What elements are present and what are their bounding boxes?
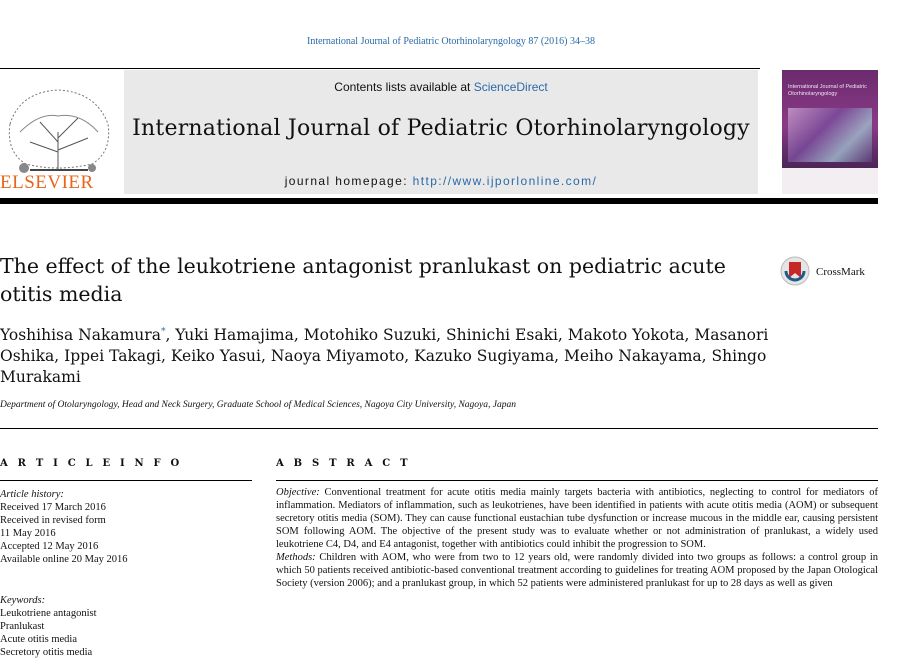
journal-homepage	[124, 174, 758, 188]
article-history	[0, 488, 260, 566]
objective-label: Objective:	[276, 487, 320, 498]
contents-prefix: Contents lists available at	[334, 80, 474, 94]
author-list	[0, 322, 800, 388]
abstract-heading: A B S T R A C T	[276, 458, 411, 469]
masthead-bottom-rule	[0, 198, 878, 204]
history-line: Received in revised form	[0, 515, 106, 526]
sciencedirect-link[interactable]: ScienceDirect	[473, 80, 548, 94]
publisher-wordmark: ELSEVIER	[0, 172, 94, 193]
abstract-rule	[276, 480, 878, 481]
keyword: Pranlukast	[0, 621, 45, 632]
homepage-prefix: journal homepage:	[284, 174, 413, 188]
article-title: The effect of the leukotriene antagonist pranlukast on pediatric acute otitis media	[0, 254, 726, 306]
abstract-objective	[276, 486, 878, 551]
keyword: Leukotriene antagonist	[0, 608, 97, 619]
journal-title: International Journal of Pediatric Otorhinolaryngology	[132, 116, 750, 141]
abstract-methods	[276, 551, 878, 590]
keyword: Secretory otitis media	[0, 647, 93, 658]
cover-title: International Journal of Pediatric Otorhinolaryngology	[788, 84, 867, 97]
journal-cover-art	[788, 108, 872, 162]
methods-label: Methods:	[276, 552, 316, 563]
other-authors: , Yuki Hamajima, Motohiko Suzuki, Shinichi Esaki, Makoto Yokota, Masanori Oshika, Ippei Takagi, Keiko Yasui, Naoya Miyamoto, Kazuko Sugiyama, Meiho Nakayama, Shingo Murakami	[0, 326, 769, 387]
journal-citation[interactable]: International Journal of Pediatric Otorhinolaryngology 87 (2016) 34–38	[307, 36, 595, 47]
objective-text: Conventional treatment for acute otitis media mainly targets bacteria with antibiotics, neglecting to control for mediators of inflammation. Mediators of inflammation, such as leukotrienes, have been identified in patients with acute otitis media (AOM) or subsequent secretory otitis media (SOM). They can cause functional eustachian tube dysfunction or increase mucous in the middle ear, causing persistent SOM following AOM. The objective of the present study was to evaluate whether or not administration of pranlukast, a widely used leukotriene C4, D4, and E4 antagonist, together with antibiotics could inhibit the progression to SOM.	[276, 487, 878, 550]
history-line: Received 17 March 2016	[0, 502, 106, 513]
journal-cover-footer	[782, 168, 878, 194]
affiliation: Department of Otolaryngology, Head and Neck Surgery, Graduate School of Medical Sciences, Nagoya City University, Nagoya, Japan	[0, 400, 516, 410]
keywords	[0, 594, 260, 659]
affiliation-rule	[0, 428, 878, 429]
keyword: Acute otitis media	[0, 634, 77, 645]
header-rule	[0, 68, 760, 69]
history-line: Accepted 12 May 2016	[0, 541, 99, 552]
corresponding-author-mark[interactable]: *	[160, 327, 166, 337]
first-author[interactable]: Yoshihisa Nakamura	[0, 326, 161, 345]
homepage-link[interactable]: http://www.ijporlonline.com/	[412, 174, 598, 188]
history-label: Article history:	[0, 489, 64, 500]
keywords-label: Keywords:	[0, 595, 46, 606]
article-info-rule	[0, 480, 252, 481]
article-info-heading: A R T I C L E I N F O	[0, 458, 183, 469]
crossmark-icon[interactable]	[780, 256, 810, 286]
history-line: 11 May 2016	[0, 528, 56, 539]
methods-text: Children with AOM, who were from two to 12 years old, were randomly divided into two groups as follows: a control group in which 50 patients received antibiotic-based conventional treatment according to guidelines for treating AOM proposed by the Japan Otological Society (version 2006); and a pranlukast group, in which 52 patients were administered pranlukast for up to 28 days as well as given	[276, 552, 878, 589]
contents-line	[124, 80, 758, 94]
crossmark-label[interactable]: CrossMark	[816, 266, 865, 278]
history-line: Available online 20 May 2016	[0, 554, 128, 565]
abstract-body	[276, 486, 878, 590]
